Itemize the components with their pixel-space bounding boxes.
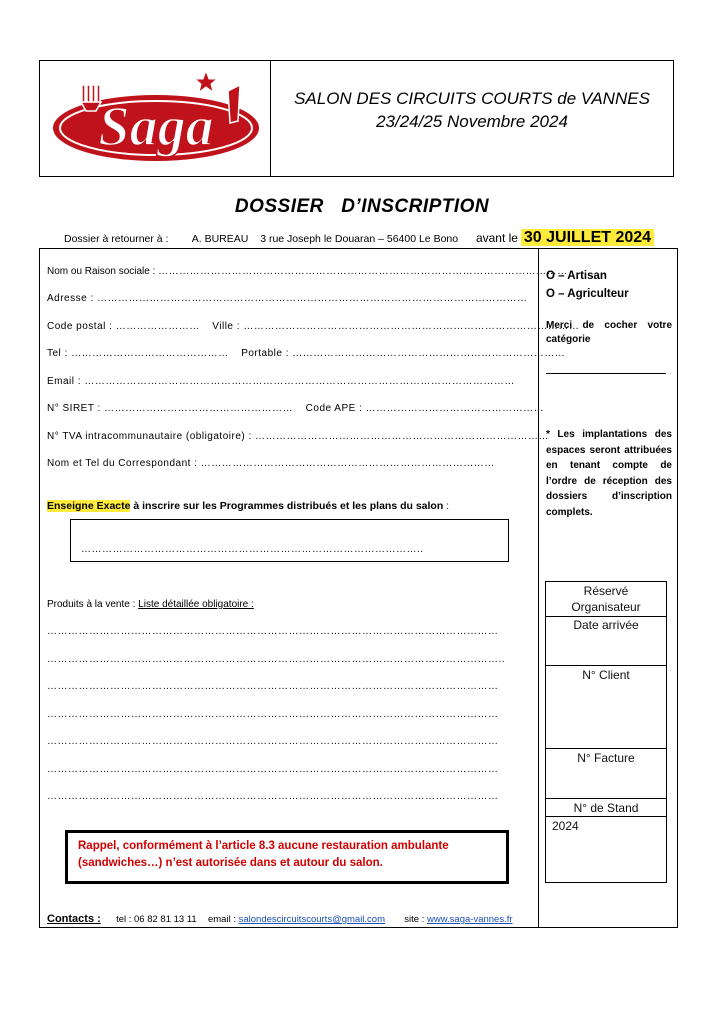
stand-year: 2024 [552,819,579,833]
contacts-tel: tel : 06 82 81 13 11 [116,914,197,925]
event-dates: 23/24/25 Novembre 2024 [376,112,568,131]
before-label: avant le [475,231,518,245]
produits-label [47,599,254,610]
field-ville-label: Ville : [212,321,241,332]
return-address: 3 rue Joseph le Douaran – 56400 Le Bono [260,233,459,245]
client-label: N° Client [582,668,630,682]
office-line [546,748,666,749]
field-email-label: Email : [47,376,82,387]
implantation-note: * Les implantations des espaces seront attribuées en tenant compte de l’ordre de réception des dossiers d’inscription complets. [546,429,672,518]
enseigne-text: à inscrire sur les Programmes distribués et les plans du salon [130,500,444,512]
produits-label-text: Produits à la vente : [47,599,136,610]
category-agriculteur[interactable]: O – Agriculteur [546,288,629,300]
field-siret-ape[interactable]: N° SIRET : ……………………………………………… Code APE : …………………………………………… [47,403,545,414]
form-box [39,248,678,928]
form-title: DOSSIER D’INSCRIPTION [234,196,490,217]
produits-line-7[interactable]: ………………………………………………………………………………………………………………… [47,791,499,802]
field-siret-label: N° SIRET : [47,403,101,414]
field-adresse[interactable]: Adresse : …………………………………………………………………………………………………………… [47,293,528,304]
contacts-site-label: site : [404,914,425,925]
produits-line-5[interactable]: ………………………………………………………………………………………………………………… [47,736,499,747]
deadline-date: 30 JUILLET 2024 [521,229,654,246]
date-arrivee-label: Date arrivée [573,618,639,632]
enseigne-dots: …………………………………………………………………………………….. [81,544,424,555]
contacts-email-label: email : [207,914,236,925]
reserve-line-2: Organisateur [571,600,641,614]
field-tel-label: Tel : [47,348,68,359]
field-nom[interactable]: Nom ou Raison sociale : ……………………………………………………………………………………………………… [47,266,568,277]
contacts-site-link[interactable]: www.saga-vannes.fr [426,914,513,925]
field-code-postal-ville[interactable]: Code postal : …………………… Ville : …………………………………………………………………………………… [47,321,580,332]
field-portable-label: Portable : [241,348,289,359]
return-line [64,229,654,247]
category-separator [546,373,666,374]
return-name: A. BUREAU [191,233,249,245]
contacts-line [47,913,513,925]
field-adresse-label: Adresse : [47,293,94,304]
produits-line-6[interactable]: ………………………………………………………………………………………………………………… [47,764,499,775]
office-line [546,665,666,666]
produits-line-1[interactable]: ………………………………………………………………………………………………………………… [47,626,499,637]
office-line [546,616,666,617]
return-label: Dossier à retourner à : [64,233,169,245]
enseigne-highlight: Enseigne Exacte [47,500,131,512]
logo-cell [40,61,271,176]
saga-logo [40,61,270,176]
produits-underlined: Liste détaillée obligatoire : [138,599,254,610]
office-line [546,816,666,817]
field-ape-label: Code APE : [305,403,363,414]
category-instruction: Merci de cocher votre catégorie [546,320,672,345]
facture-label: N° Facture [577,751,635,765]
warning-line-1: Rappel, conformément à l’article 8.3 aucune restauration ambulante [78,840,449,852]
category-artisan[interactable]: O – Artisan [546,270,607,282]
header-box [39,60,674,177]
enseigne-colon: : [443,500,450,512]
produits-line-2[interactable]: ………………………………………………………………………………………………………………….. [47,654,506,665]
event-title [271,87,673,133]
produits-line-4[interactable]: ………………………………………………………………………………………………………………… [47,709,499,720]
field-nom-label: Nom ou Raison sociale : [47,266,156,277]
organizer-box [545,581,667,883]
stand-label: N° de Stand [573,801,639,815]
reserve-line-1: Réservé [583,584,629,598]
enseigne-input-box[interactable] [70,519,509,562]
contacts-label: Contacts : [47,913,101,925]
warning-line-2: (sandwiches…) n’est autorisée dans et autour du salon. [78,857,383,869]
produits-line-3[interactable]: ………………………………………………………………………………………………………………… [47,681,499,692]
logo-text: Saga [98,96,214,158]
field-correspondant-label: Nom et Tel du Correspondant : [47,458,198,469]
field-correspondant[interactable]: Nom et Tel du Correspondant : ………………………………………………………………………… [47,458,495,469]
star-icon [195,71,217,92]
field-code-postal-label: Code postal : [47,321,113,332]
warning-box [65,830,509,884]
field-tel-portable[interactable]: Tel : ……………………………………… Portable : …………………………………………………………………… [47,348,566,359]
field-email[interactable]: Email : …………………………………………………………………………………………………………… [47,376,515,387]
event-name: SALON DES CIRCUITS COURTS de VANNES [294,89,650,108]
field-tva[interactable]: N° TVA intracommunautaire (obligatoire) : ………………………………………………………………………… [47,431,550,442]
field-tva-label: N° TVA intracommunautaire (obligatoire) : [47,431,252,442]
enseigne-label [47,500,449,512]
contacts-email-link[interactable]: salondescircuitscourts@gmail.com [238,914,385,925]
office-line [546,798,666,799]
